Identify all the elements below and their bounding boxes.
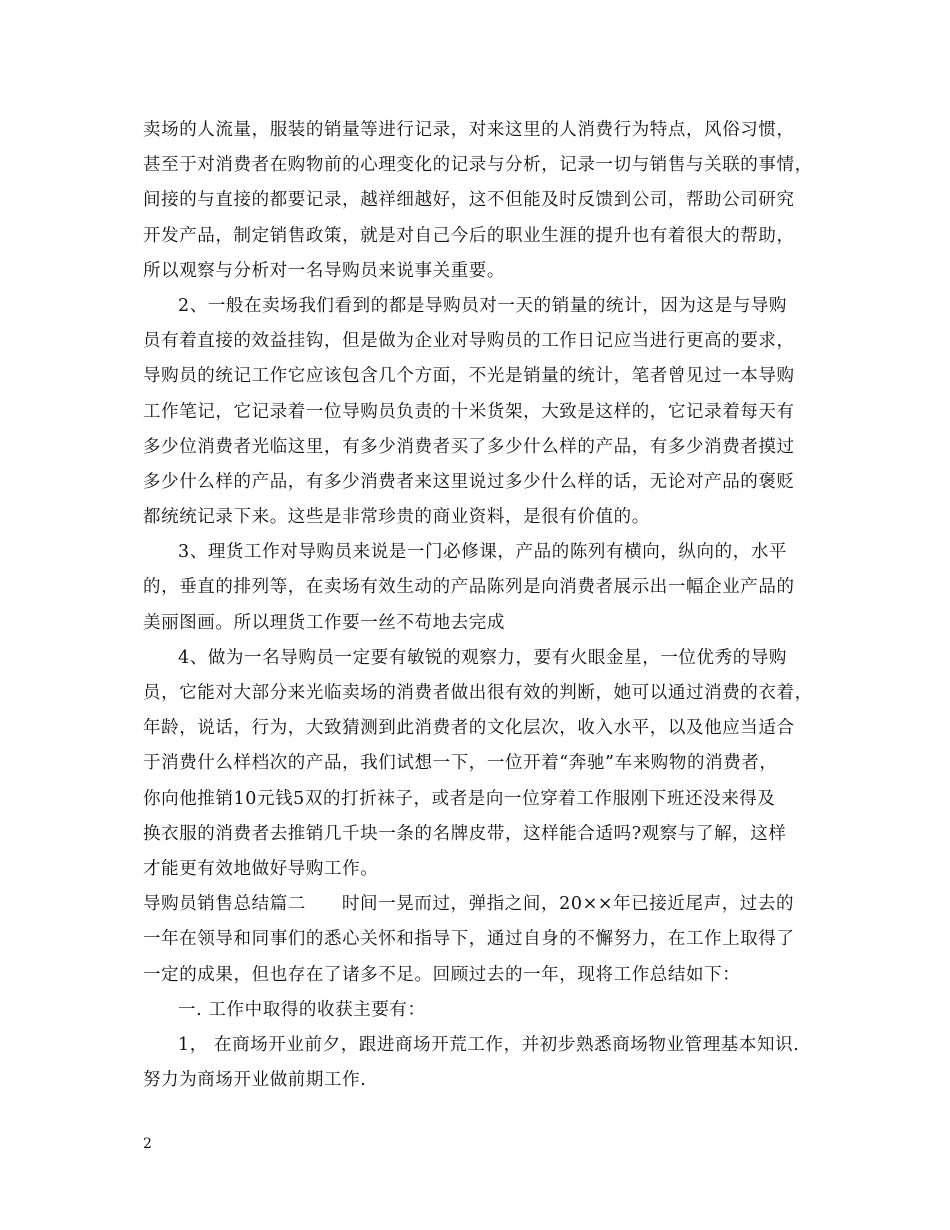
paragraph-line: 4、做为一名导购员一定要有敏锐的观察力，要有火眼金星，一位优秀的导购: [178, 647, 788, 668]
list-line: 努力为商场开业做前期工作.: [143, 1070, 367, 1091]
section-heading-line: [143, 887, 823, 922]
paragraph-line: 2、一般在卖场我们看到的都是导购员对一天的销量的统计，因为这是与导购: [178, 295, 788, 316]
paragraph-line: 3、理货工作对导购员来说是一门必修课，产品的陈列有横向，纵向的，水平: [178, 542, 788, 563]
paragraph-line: 开发产品，制定销售政策，就是对自己今后的职业生涯的提升也有着很大的帮助，: [143, 225, 795, 246]
paragraph-line: 导购员的统记工作它应该包含几个方面，不光是销量的统计，笔者曾见过一本导购: [143, 366, 795, 387]
list-line: 1， 在商场开业前夕，跟进商场开荒工作，并初步熟悉商场物业管理基本知识.: [178, 1034, 800, 1055]
paragraph-group: [143, 113, 823, 887]
paragraph-line: 美丽图画。所以理货工作要一丝不苟地去完成: [143, 612, 505, 633]
list-line: 一. 工作中取得的收获主要有：: [178, 999, 426, 1020]
page-number: 2: [143, 1136, 152, 1152]
section-heading: 导购员销售总结篇二: [143, 894, 306, 915]
achievement-list: [143, 993, 823, 1099]
paragraph-line: 多少什么样的产品，有多少消费者来这里说过多少什么样的话，无论对产品的褒贬: [143, 471, 795, 492]
paragraph-line: 卖场的人流量，服装的销量等进行记录，对来这里的人消费行为特点，风俗习惯，: [143, 120, 795, 140]
section-line: 一年在领导和同事们的悉心关怀和指导下，通过自身的不懈努力，在工作上取得了: [143, 929, 795, 950]
section-line: 一定的成果，但也存在了诸多不足。回顾过去的一年，现将工作总结如下：: [143, 964, 741, 985]
paragraph-line: 工作笔记，它记录着一位导购员负责的十米货架，大致是这样的，它记录着每天有: [143, 401, 795, 422]
paragraph-line: 间接的与直接的都要记录，越祥细越好，这不但能及时反馈到公司，帮助公司研究: [143, 190, 795, 211]
paragraph-line: 年龄，说话，行为，大致猜测到此消费者的文化层次，收入水平，以及他应当适合: [143, 718, 795, 739]
paragraph-line: 换衣服的消费者去推销几千块一条的名牌皮带，这样能合适吗?观察与了解，这样: [143, 823, 787, 844]
paragraph-line: 所以观察与分析对一名导购员来说事关重要。: [143, 260, 505, 281]
paragraph-line: 都统统记录下来。这些是非常珍贵的商业资料，是很有价值的。: [143, 507, 650, 528]
paragraph-line: 你向他推销10元钱5双的打折袜子，或者是向一位穿着工作服刚下班还没来得及: [143, 788, 776, 809]
paragraph-line: 甚至于对消费者在购物前的心理变化的记录与分析，记录一切与销售与关联的事情，: [143, 155, 813, 176]
paragraph-line: 才能更有效地做好导购工作。: [143, 858, 379, 879]
paragraph-line: 于消费什么样档次的产品，我们试想一下，一位开着“奔驰”车来购物的消费者，: [143, 753, 778, 774]
section-first-line: 时间一晃而过，弹指之间，20××年已接近尾声，过去的: [341, 894, 795, 915]
paragraph-line: 员，它能对大部分来光临卖场的消费者做出很有效的判断，她可以通过消费的衣着，: [143, 683, 813, 703]
section-body: [143, 922, 823, 992]
paragraph-line: 多少位消费者光临这里，有多少消费者买了多少什么样的产品，有多少消费者摸过: [143, 436, 795, 457]
paragraph-line: 员有着直接的效益挂钩，但是做为企业对导购员的工作日记应当进行更高的要求，: [143, 331, 795, 352]
document-body: [143, 113, 823, 1098]
paragraph-line: 的，垂直的排列等，在卖场有效生动的产品陈列是向消费者展示出一幅企业产品的: [143, 577, 795, 598]
